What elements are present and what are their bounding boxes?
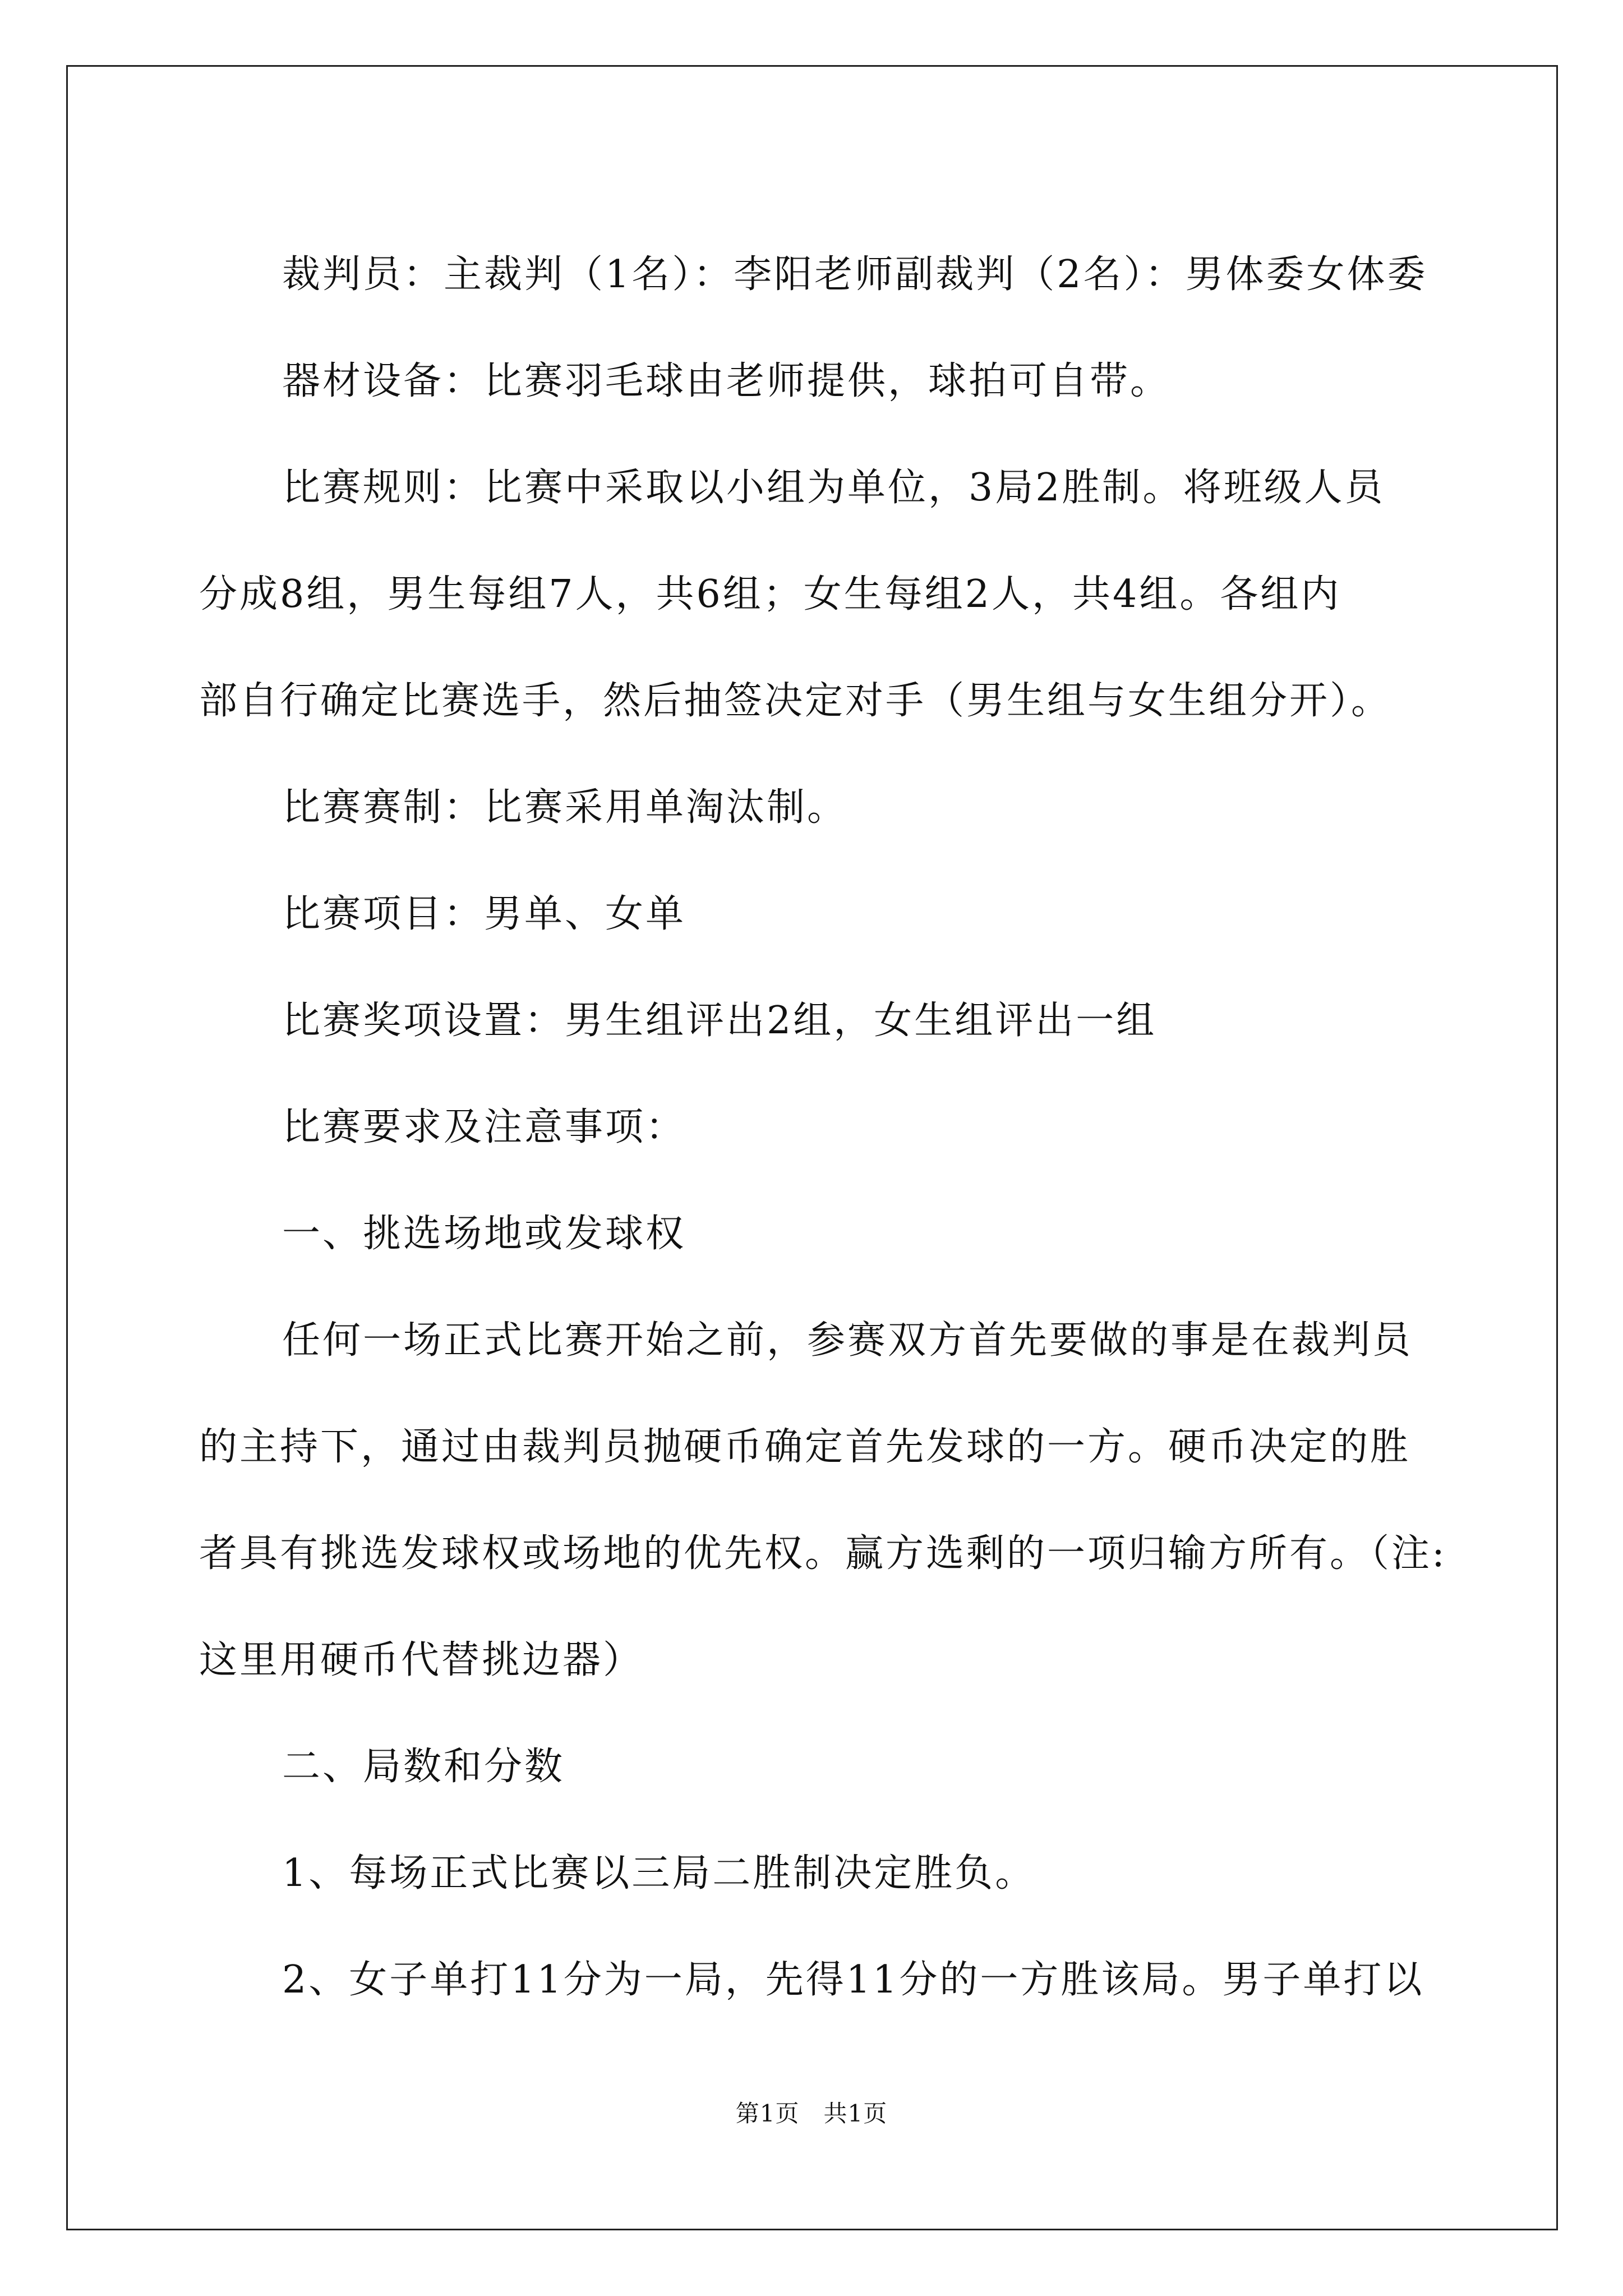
- paragraph-equipment: 器材设备：比赛羽毛球由老师提供，球拍可自带。: [282, 359, 1171, 403]
- paragraph-scoring-1: 1、每场正式比赛以三局二胜制决定胜负。: [282, 1851, 1036, 1895]
- paragraph-coin-toss-line-2: 的主持下，通过由裁判员抛硬币确定首先发球的一方。硬币决定的胜: [199, 1425, 1411, 1469]
- paragraph-format: 比赛赛制：比赛采用单淘汰制。: [282, 785, 848, 830]
- paragraph-rules-line-1: 比赛规则：比赛中采取以小组为单位，3局2胜制。将班级人员: [282, 466, 1385, 510]
- section-heading-2: 二、局数和分数: [282, 1745, 565, 1789]
- paragraph-referees: 裁判员：主裁判（1名）：李阳老师副裁判（2名）：男体委女体委: [282, 252, 1428, 297]
- section-heading-1: 一、挑选场地或发球权: [282, 1212, 686, 1256]
- paragraph-rules-line-2: 分成8组，男生每组7人，共6组；女生每组2人，共4组。各组内: [199, 572, 1341, 616]
- paragraph-awards: 比赛奖项设置：男生组评出2组，女生组评出一组: [282, 999, 1157, 1043]
- paragraph-events: 比赛项目：男单、女单: [282, 892, 686, 936]
- paragraph-coin-toss-line-1: 任何一场正式比赛开始之前，参赛双方首先要做的事是在裁判员: [282, 1318, 1413, 1363]
- paragraph-scoring-2: 2、女子单打11分为一局，先得11分的一方胜该局。男子单打以: [282, 1958, 1424, 2002]
- paragraph-rules-line-3: 部自行确定比赛选手，然后抽签决定对手（男生组与女生组分开）。: [199, 679, 1392, 723]
- document-body: [199, 222, 1447, 2033]
- paragraph-coin-toss-line-3: 者具有挑选发球权或场地的优先权。赢方选剩的一项归输方所有。（注:: [199, 1531, 1447, 1576]
- paragraph-requirements-heading: 比赛要求及注意事项：: [282, 1105, 686, 1149]
- paragraph-coin-toss-line-4: 这里用硬币代替挑边器）: [199, 1638, 644, 1682]
- page-number-footer: 第1页 共1页: [735, 2100, 888, 2127]
